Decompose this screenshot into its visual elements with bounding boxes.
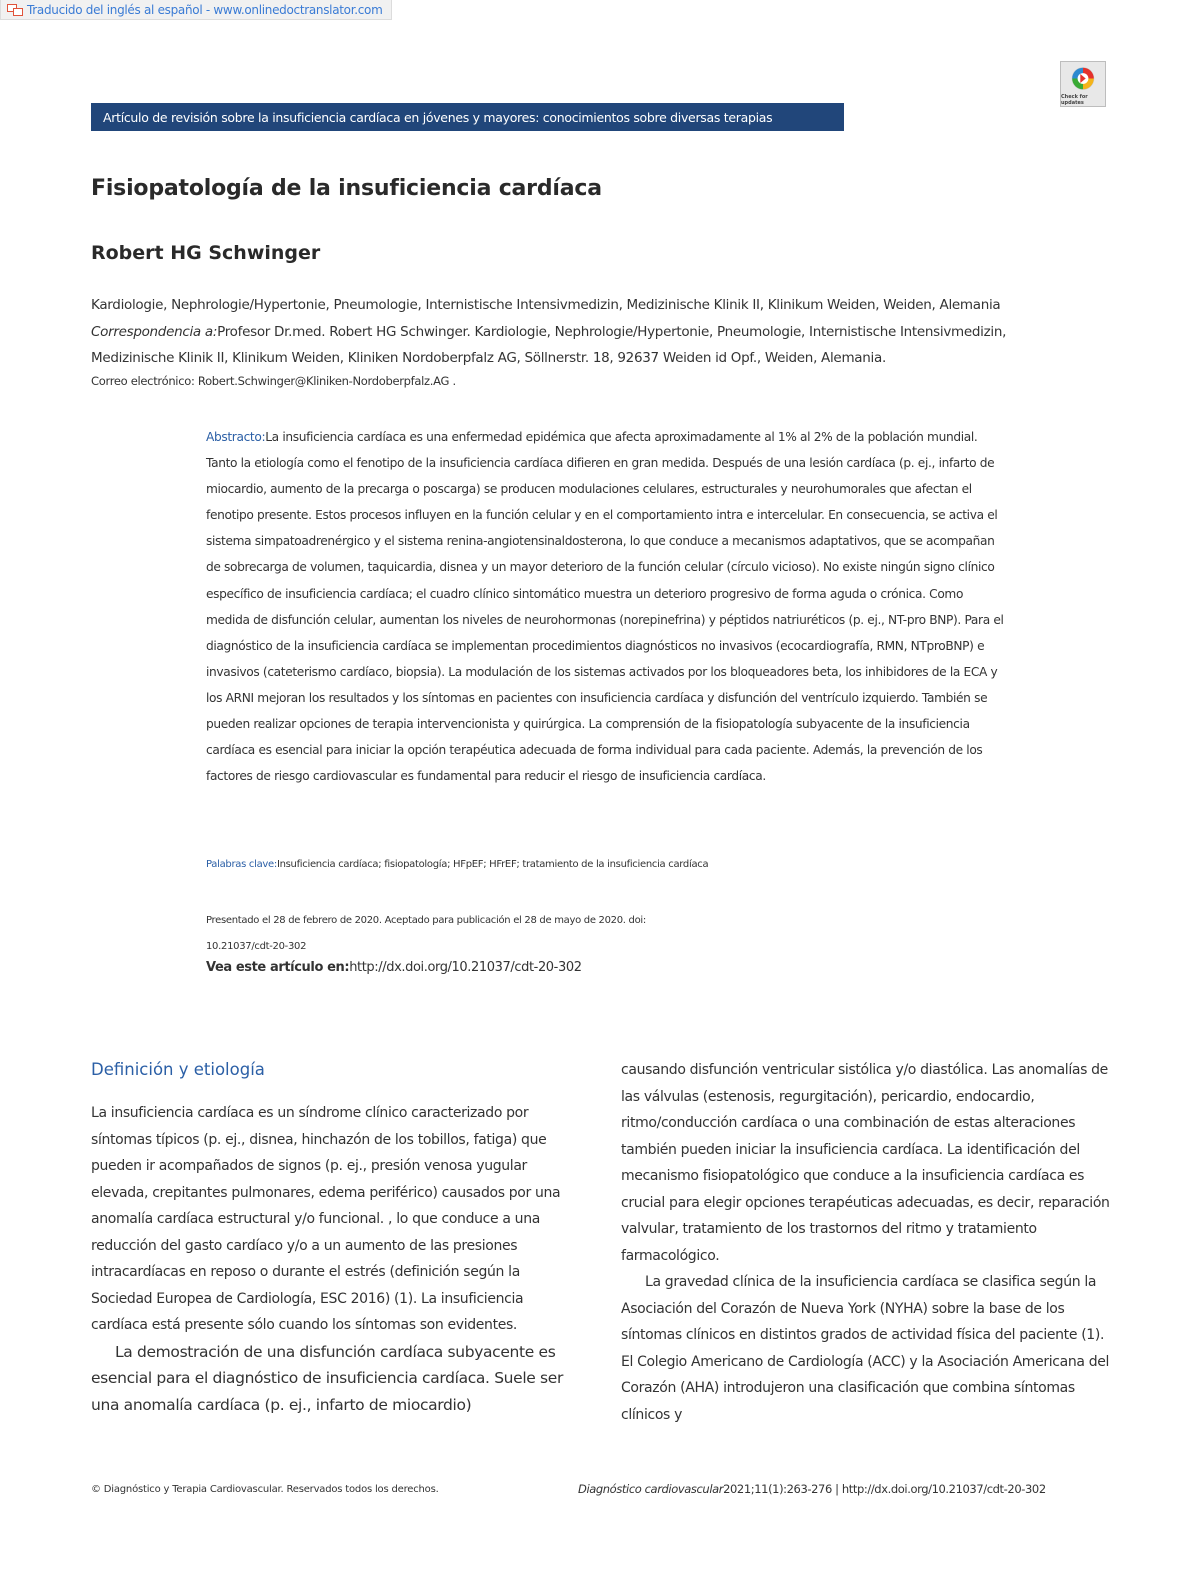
see-article-line bbox=[206, 960, 582, 975]
body-paragraph: causando disfunción ventricular sistólica y/o diastólica. Las anomalías de las válvulas (estenosis, regurgitación), pericardio, endocardio, ritmo/conducción cardíaca o una combinación de estas alteraciones también pueden iniciar la insuficiencia cardíaca. La identificación del mecanismo fisiopatológico que conduce a la insuficiencia cardíaca es crucial para elegir opciones terapéuticas adecuadas, es decir, reparación valvular, tratamiento de los trastornos del ritmo y tratamiento farmacológico. bbox=[621, 1062, 1110, 1264]
series-title: Artículo de revisión sobre la insuficiencia cardíaca en jóvenes y mayores: conocimientos sobre diversas terapias bbox=[103, 109, 773, 125]
abstract bbox=[206, 424, 1006, 789]
citation-text[interactable]: 2021;11(1):263-276 | http://dx.doi.org/10.21037/cdt-20-302 bbox=[723, 1482, 1046, 1496]
keywords-label: Palabras clave: bbox=[206, 859, 277, 870]
banner-text: Traducido del inglés al español - www.onlinedoctranslator.com bbox=[27, 2, 383, 17]
article-title: Fisiopatología de la insuficiencia cardíaca bbox=[91, 176, 602, 201]
keywords bbox=[206, 859, 708, 870]
affiliation-block bbox=[91, 292, 1091, 372]
body-paragraph: La insuficiencia cardíaca es un síndrome clínico caracterizado por síntomas típicos (p. ej., disnea, hinchazón de los tobillos, fatiga) que pueden ir acompañados de signos (p. ej., presión venosa yugular elevada, crepitantes pulmonares, edema periférico) causados por una anomalía cardíaca estructural y/o funcional. , lo que conduce a una reducción del gasto cardíaco y/o a un aumento de las presiones intracardíacas en reposo o durante el estrés (definición según la Sociedad Europea de Cardiología, ESC 2016) (1). La insuficiencia cardíaca está presente sólo cuando los síntomas son evidentes. bbox=[91, 1105, 561, 1333]
footer-citation bbox=[578, 1482, 1046, 1496]
translate-icon bbox=[7, 4, 23, 16]
correspondence-label: Correspondencia a: bbox=[91, 323, 218, 340]
crossmark-icon bbox=[1068, 65, 1098, 92]
email-line[interactable]: Correo electrónico: Robert.Schwinger@Kliniken-Nordoberpfalz.AG . bbox=[91, 374, 456, 388]
body-column-left bbox=[91, 1100, 581, 1418]
footer-copyright: © Diagnóstico y Terapia Cardiovascular. Reservados todos los derechos. bbox=[91, 1484, 439, 1495]
body-column-right bbox=[621, 1057, 1113, 1428]
body-paragraph: La gravedad clínica de la insuficiencia cardíaca se clasifica según la Asociación del Corazón de Nueva York (NYHA) sobre la base de los síntomas clínicos en distintos grados de actividad física del paciente (1). El Colegio Americano de Cardiología (ACC) y la Asociación Americana del Corazón (AHA) introdujeron una clasificación que combina síntomas clínicos y bbox=[621, 1274, 1110, 1423]
series-header-bar bbox=[91, 103, 844, 131]
body-paragraph: La demostración de una disfunción cardíaca subyacente es esencial para el diagnóstico de insuficiencia cardíaca. Suele ser una anomalía cardíaca (p. ej., infarto de miocardio) bbox=[91, 1342, 563, 1414]
crossmark-label: Check for updates bbox=[1061, 94, 1088, 106]
submission-dates: Presentado el 28 de febrero de 2020. Aceptado para publicación el 28 de mayo de 2020. doi: 10.21037/cdt-20-302 bbox=[206, 915, 646, 952]
correspondence-text: Profesor Dr.med. Robert HG Schwinger. Kardiologie, Nephrologie/Hypertonie, Pneumologie, Internistische Intensivmedizin, Medizinische Klinik II, Klinikum Weiden, Kliniken Nordoberpfalz AG, Söllnerstr. 18, 92637 Weiden id Opf., Weiden, Alemania. bbox=[91, 323, 1007, 366]
see-article-label: Vea este artículo en: bbox=[206, 960, 350, 975]
section-heading: Definición y etiología bbox=[91, 1060, 265, 1079]
doi-link[interactable]: http://dx.doi.org/10.21037/cdt-20-302 bbox=[349, 960, 582, 975]
author-name: Robert HG Schwinger bbox=[91, 242, 321, 264]
journal-name: Diagnóstico cardiovascular bbox=[578, 1482, 724, 1496]
abstract-text: La insuficiencia cardíaca es una enfermedad epidémica que afecta aproximadamente al 1% al 2% de la población mundial. Tanto la etiología como el fenotipo de la insuficiencia cardíaca difieren en gran medida. Después de una lesión cardíaca (p. ej., infarto de miocardio, aumento de la precarga o poscarga) se producen modulaciones celulares, estructurales y neurohumorales que afectan el fenotipo presente. Estos procesos influyen en la función celular y en el comportamiento intra e intercelular. En consecuencia, se activa el sistema simpatoadrenérgico y el sistema renina-angiotensinaldosterona, lo que conduce a mecanismos adaptativos, que se acompañan de sobrecarga de volumen, taquicardia, disnea y un mayor deterioro de la función celular (círculo vicioso). No existe ningún signo clínico específico de insuficiencia cardíaca; el cuadro clínico sintomático muestra un deterioro progresivo de forma aguda o crónica. Como medida de disfunción celular, aumentan los niveles de neurohormonas (norepinefrina) y péptidos natriuréticos (p. ej., NT-pro BNP). Para el diagnóstico de la insuficiencia cardíaca se implementan procedimientos diagnósticos no invasivos (ecocardiografía, RMN, NTproBNP) e invasivos (cateterismo cardíaco, biopsia). La modulación de los sistemas activados por los bloqueadores beta, los inhibidores de la ECA y los ARNI mejoran los resultados y los síntomas en pacientes con insuficiencia cardíaca y disfunción del ventrículo izquierdo. También se pueden realizar opciones de terapia intervencionista y quirúrgica. La comprensión de la fisiopatología subyacente de la insuficiencia cardíaca es esencial para iniciar la opción terapéutica adecuada de forma individual para cada paciente. Además, la prevención de los factores de riesgo cardiovascular es fundamental para reducir el riesgo de insuficiencia cardíaca. bbox=[206, 430, 1004, 784]
affiliation-line: Kardiologie, Nephrologie/Hypertonie, Pneumologie, Internistische Intensivmedizin, Medizinische Klinik II, Klinikum Weiden, Weiden, Alemania bbox=[91, 297, 1001, 313]
translator-banner[interactable] bbox=[0, 0, 392, 20]
keywords-text: Insuficiencia cardíaca; fisiopatología; HFpEF; HFrEF; tratamiento de la insuficiencia cardíaca bbox=[276, 859, 709, 870]
crossmark-badge[interactable] bbox=[1060, 61, 1106, 107]
abstract-label: Abstracto: bbox=[206, 430, 266, 444]
correspondence bbox=[91, 319, 1091, 372]
